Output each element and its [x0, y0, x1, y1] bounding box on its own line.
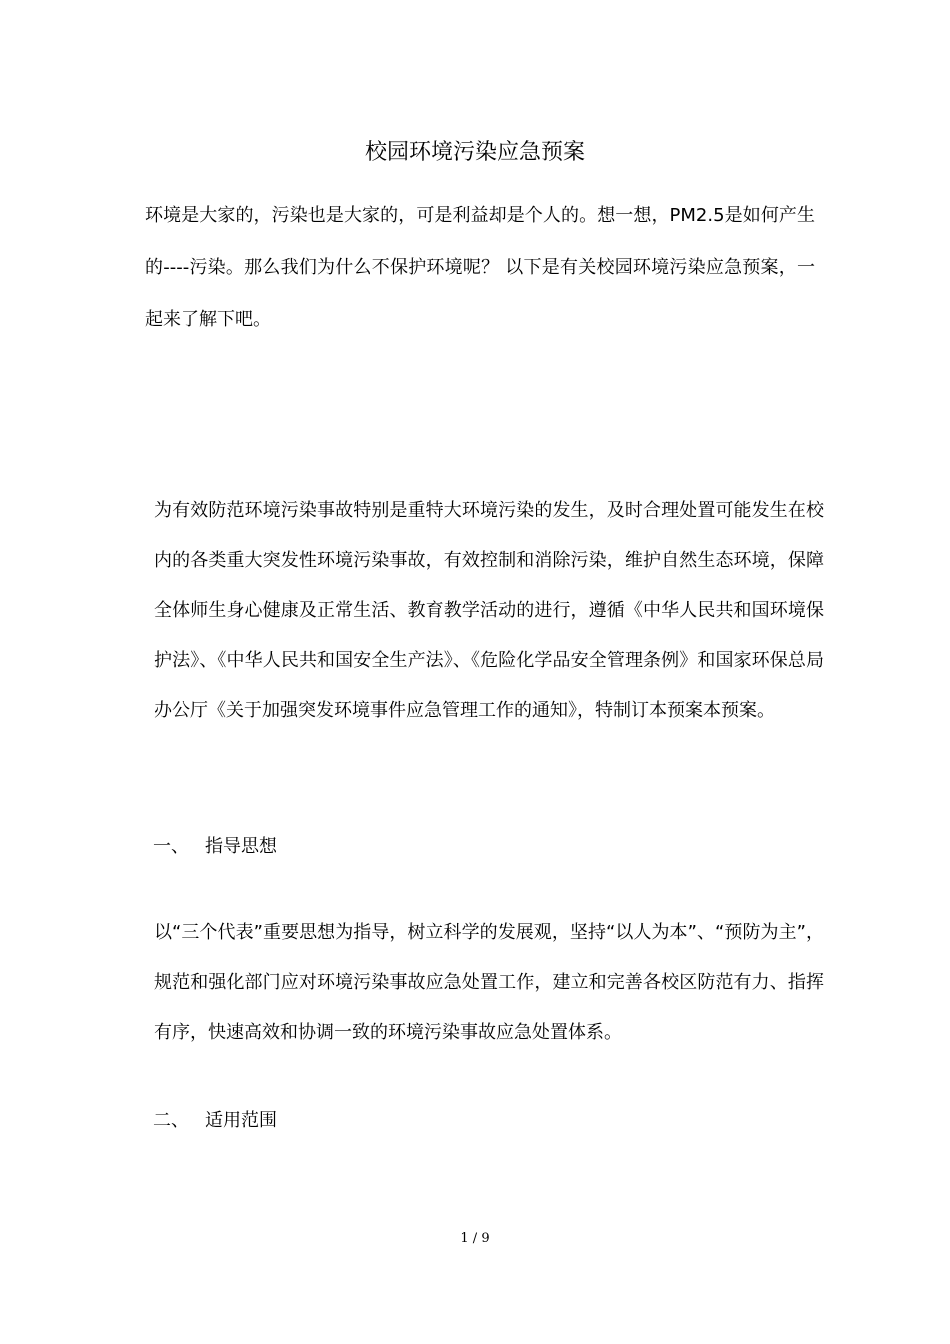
intro-paragraph: 环境是大家的，污染也是大家的，可是利益却是个人的。想一想，PM2.5是如何产生的----污染。那么我们为什么不保护环境呢？ 以下是有关校园环境污染应急预案，一起来了解下吧。	[145, 205, 815, 330]
document-title: 校园环境污染应急预案	[364, 140, 585, 165]
section-number: 一、	[153, 836, 189, 857]
section-heading-guiding-ideology	[153, 822, 277, 872]
section-number: 二、	[153, 1110, 189, 1131]
section-heading-scope	[153, 1096, 277, 1146]
section-title: 适用范围	[205, 1110, 277, 1131]
body-paragraph-purpose: 为有效防范环境污染事故特别是重特大环境污染的发生，及时合理处置可能发生在校内的各类重大突发性环境污染事故，有效控制和消除污染，维护自然生态环境，保障全体师生身心健康及正常生活、教育教学活动的进行，遵循《中华人民共和国环境保护法》、《中华人民共和国安全生产法》、《危险化学品安全管理条例》和国家环保总局办公厅《关于加强突发环境事件应急管理工作的通知》，特制订本预案本预案。	[154, 500, 824, 721]
body-paragraph-guiding-ideology: 以“三个代表”重要思想为指导，树立科学的发展观，坚持“以人为本”、“预防为主”，规范和强化部门应对环境污染事故应急处置工作，建立和完善各校区防范有力、指挥有序，快速高效和协调一致的环境污染事故应急处置体系。	[154, 922, 824, 1043]
page-indicator: 1 / 9	[460, 1231, 490, 1246]
section-title: 指导思想	[205, 836, 277, 857]
